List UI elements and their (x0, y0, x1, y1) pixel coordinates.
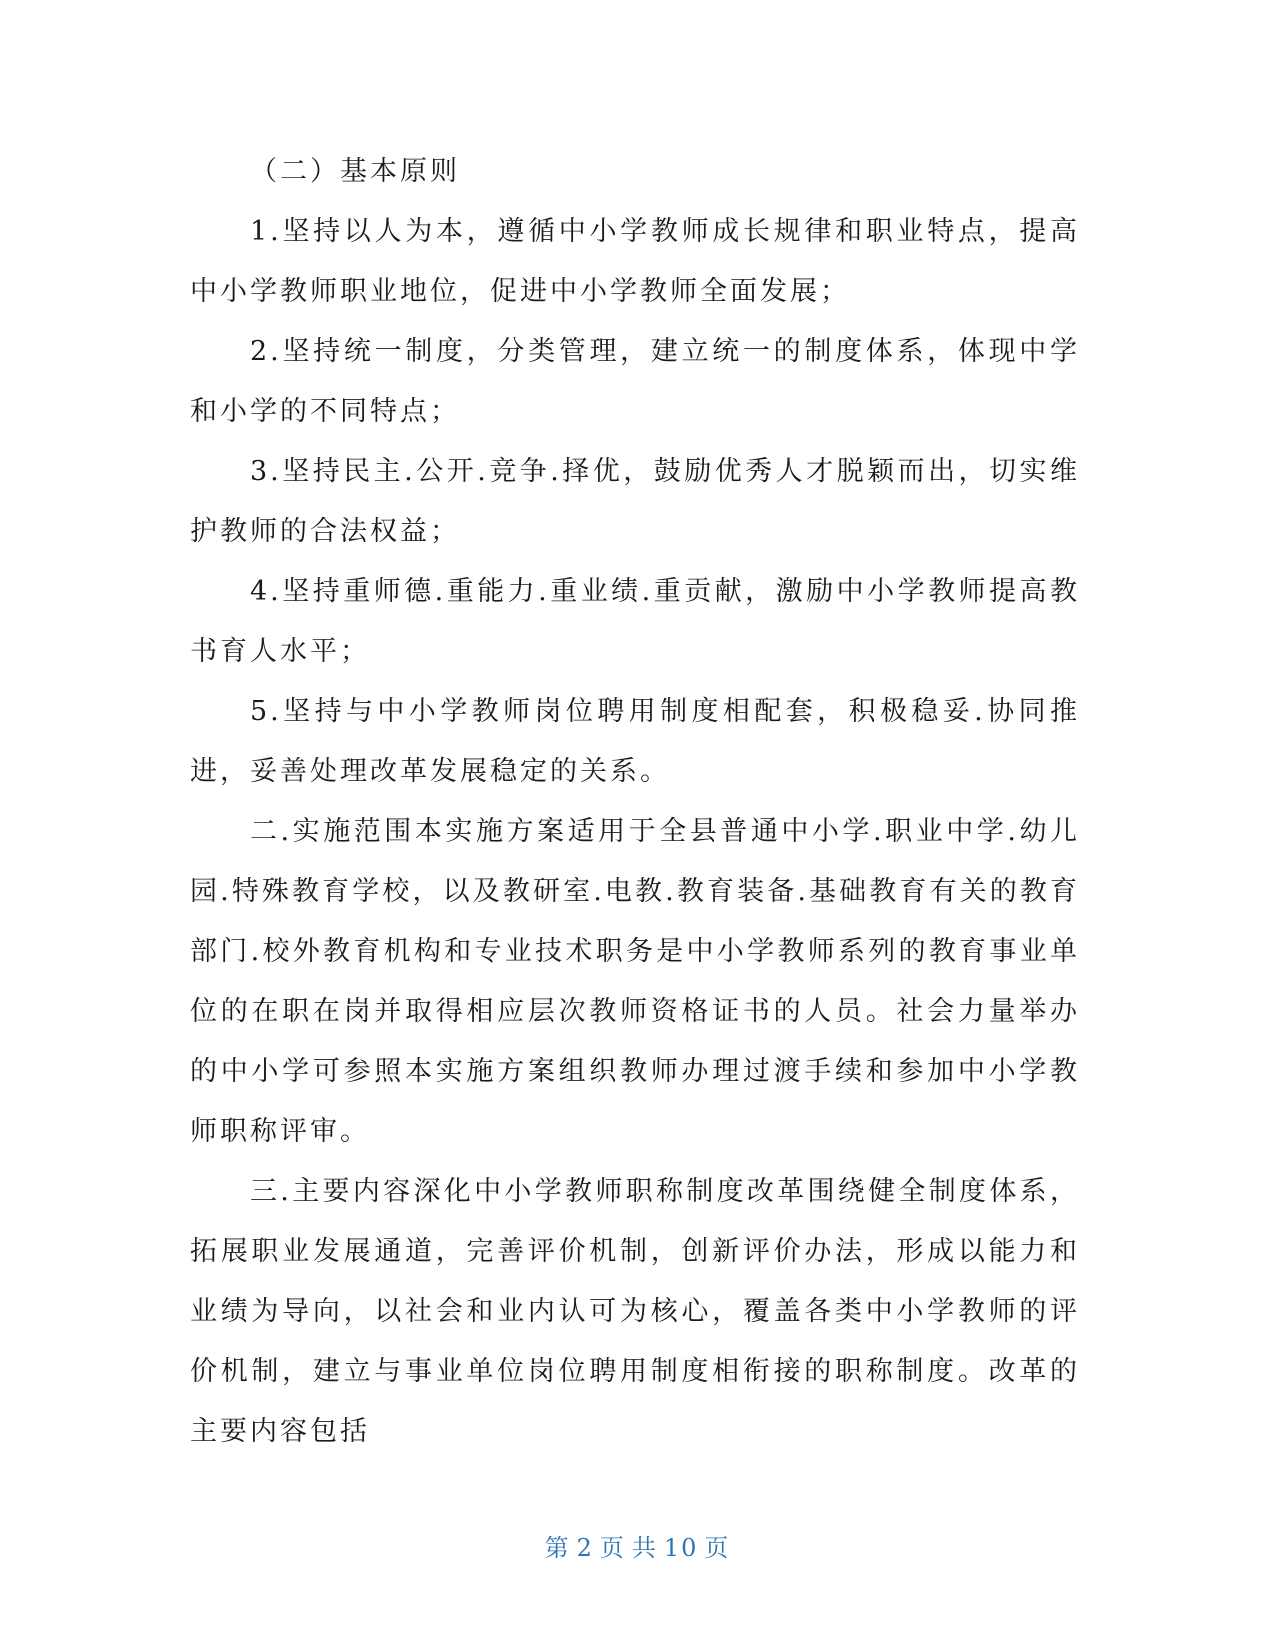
page-number-footer (0, 1528, 1275, 1563)
footer-current-page: 2 (576, 1534, 594, 1562)
footer-total-word: 共 (631, 1534, 658, 1562)
footer-suffix: 页 (704, 1534, 731, 1562)
paragraph-implementation-scope: 二.实施范围本实施方案适用于全县普通中小学.职业中学.幼儿园.特殊教育学校，以及教研室.电教.教育装备.基础教育有关的教育部门.校外教育机构和专业技术职务是中小学教师系列的教育事业单位的在职在岗并取得相应层次教师资格证书的人员。社会力量举办的中小学可参照本实施方案组织教师办理过渡手续和参加中小学教师职称评审。 (190, 816, 1080, 1147)
paragraph-principle-1: 1.坚持以人为本，遵循中小学教师成长规律和职业特点，提高中小学教师职业地位，促进中小学教师全面发展； (190, 216, 1080, 307)
paragraph-main-content: 三.主要内容深化中小学教师职称制度改革围绕健全制度体系，拓展职业发展通道，完善评价机制，创新评价办法，形成以能力和业绩为导向，以社会和业内认可为核心，覆盖各类中小学教师的评价机制，建立与事业单位岗位聘用制度相衔接的职称制度。改革的主要内容包括 (190, 1176, 1080, 1447)
paragraph-principle-5: 5.坚持与中小学教师岗位聘用制度相配套，积极稳妥.协同推进，妥善处理改革发展稳定的关系。 (190, 696, 1080, 787)
footer-total-pages: 10 (663, 1534, 699, 1562)
section-heading-basic-principles: （二）基本原则 (250, 156, 460, 187)
document-body (190, 142, 1080, 1462)
footer-prefix: 第 (544, 1534, 571, 1562)
paragraph-principle-4: 4.坚持重师德.重能力.重业绩.重贡献，激励中小学教师提高教书育人水平； (190, 576, 1080, 667)
footer-page-word: 页 (599, 1534, 626, 1562)
paragraph-principle-2: 2.坚持统一制度，分类管理，建立统一的制度体系，体现中学和小学的不同特点； (190, 336, 1080, 427)
paragraph-principle-3: 3.坚持民主.公开.竞争.择优，鼓励优秀人才脱颖而出，切实维护教师的合法权益； (190, 456, 1080, 547)
